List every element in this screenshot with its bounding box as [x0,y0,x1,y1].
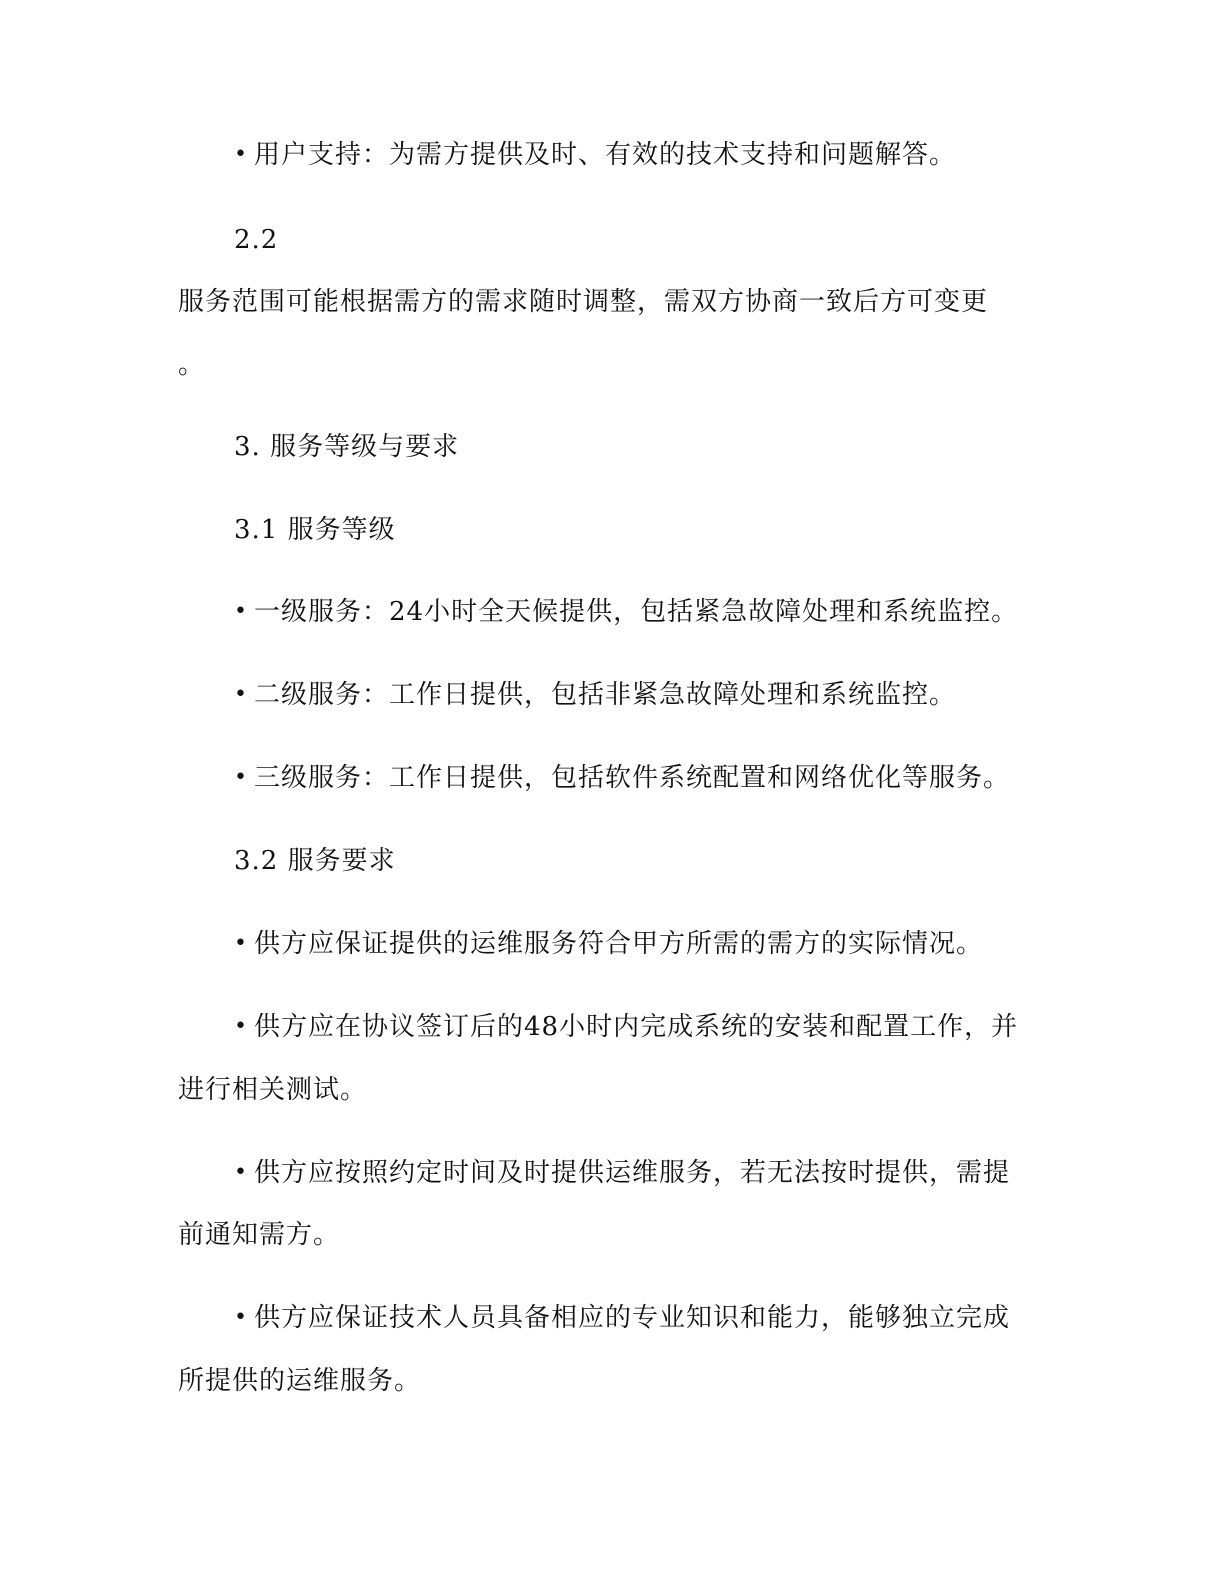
paragraph-service-scope [178,286,988,318]
subsection-heading: 3.1 服务等级 [234,515,396,545]
heading-section-3 [234,431,459,463]
paragraph-text: 供方应在协议签订后的48小时内完成系统的安装和配置工作，并 [253,1012,1019,1042]
bullet-user-support [234,139,956,171]
section-number: 2.2 [234,225,279,255]
paragraph-text: 一级服务：24小时全天候提供，包括紧急故障处理和系统监控。 [253,597,1019,627]
bullet-requirement-4 [234,1302,1010,1334]
bullet-mark: • [234,1160,248,1185]
paragraph-continuation [178,1365,421,1397]
bullet-mark: • [234,1305,248,1330]
bullet-mark: • [234,931,248,956]
bullet-requirement-2 [234,1011,1018,1043]
paragraph-text: 所提供的运维服务。 [178,1366,422,1396]
paragraph-text: 用户支持：为需方提供及时、有效的技术支持和问题解答。 [253,140,956,170]
paragraph-text: 二级服务：工作日提供，包括非紧急故障处理和系统监控。 [253,680,956,710]
bullet-mark: • [234,682,248,707]
paragraph-text: 供方应保证提供的运维服务符合甲方所需的需方的实际情况。 [253,929,983,959]
section-number-2-2 [234,224,278,256]
heading-section-3-2 [234,845,396,877]
bullet-mark: • [234,765,248,790]
paragraph-text: 前通知需方。 [178,1220,341,1250]
paragraph-continuation [178,1219,340,1251]
bullet-requirement-1 [234,928,983,960]
bullet-level-3-service [234,762,1010,794]
bullet-level-1-service [234,596,1018,628]
bullet-requirement-3 [234,1157,1010,1189]
heading-section-3-1 [234,514,396,546]
paragraph-text: 进行相关测试。 [178,1075,368,1105]
bullet-mark: • [234,142,248,167]
paragraph-continuation [178,349,205,381]
paragraph-text: 三级服务：工作日提供，包括软件系统配置和网络优化等服务。 [253,763,1010,793]
section-heading: 3. 服务等级与要求 [234,432,460,462]
paragraph-continuation [178,1074,367,1106]
subsection-heading: 3.2 服务要求 [234,846,396,876]
bullet-level-2-service [234,679,956,711]
paragraph-text: 供方应按照约定时间及时提供运维服务，若无法按时提供，需提 [253,1158,1010,1188]
bullet-mark: • [234,1014,248,1039]
paragraph-text: 供方应保证技术人员具备相应的专业知识和能力，能够独立完成 [253,1303,1010,1333]
paragraph-text: 服务范围可能根据需方的需求随时调整，需双方协商一致后方可变更 [178,287,989,317]
paragraph-text: 。 [178,350,206,380]
bullet-mark: • [234,599,248,624]
